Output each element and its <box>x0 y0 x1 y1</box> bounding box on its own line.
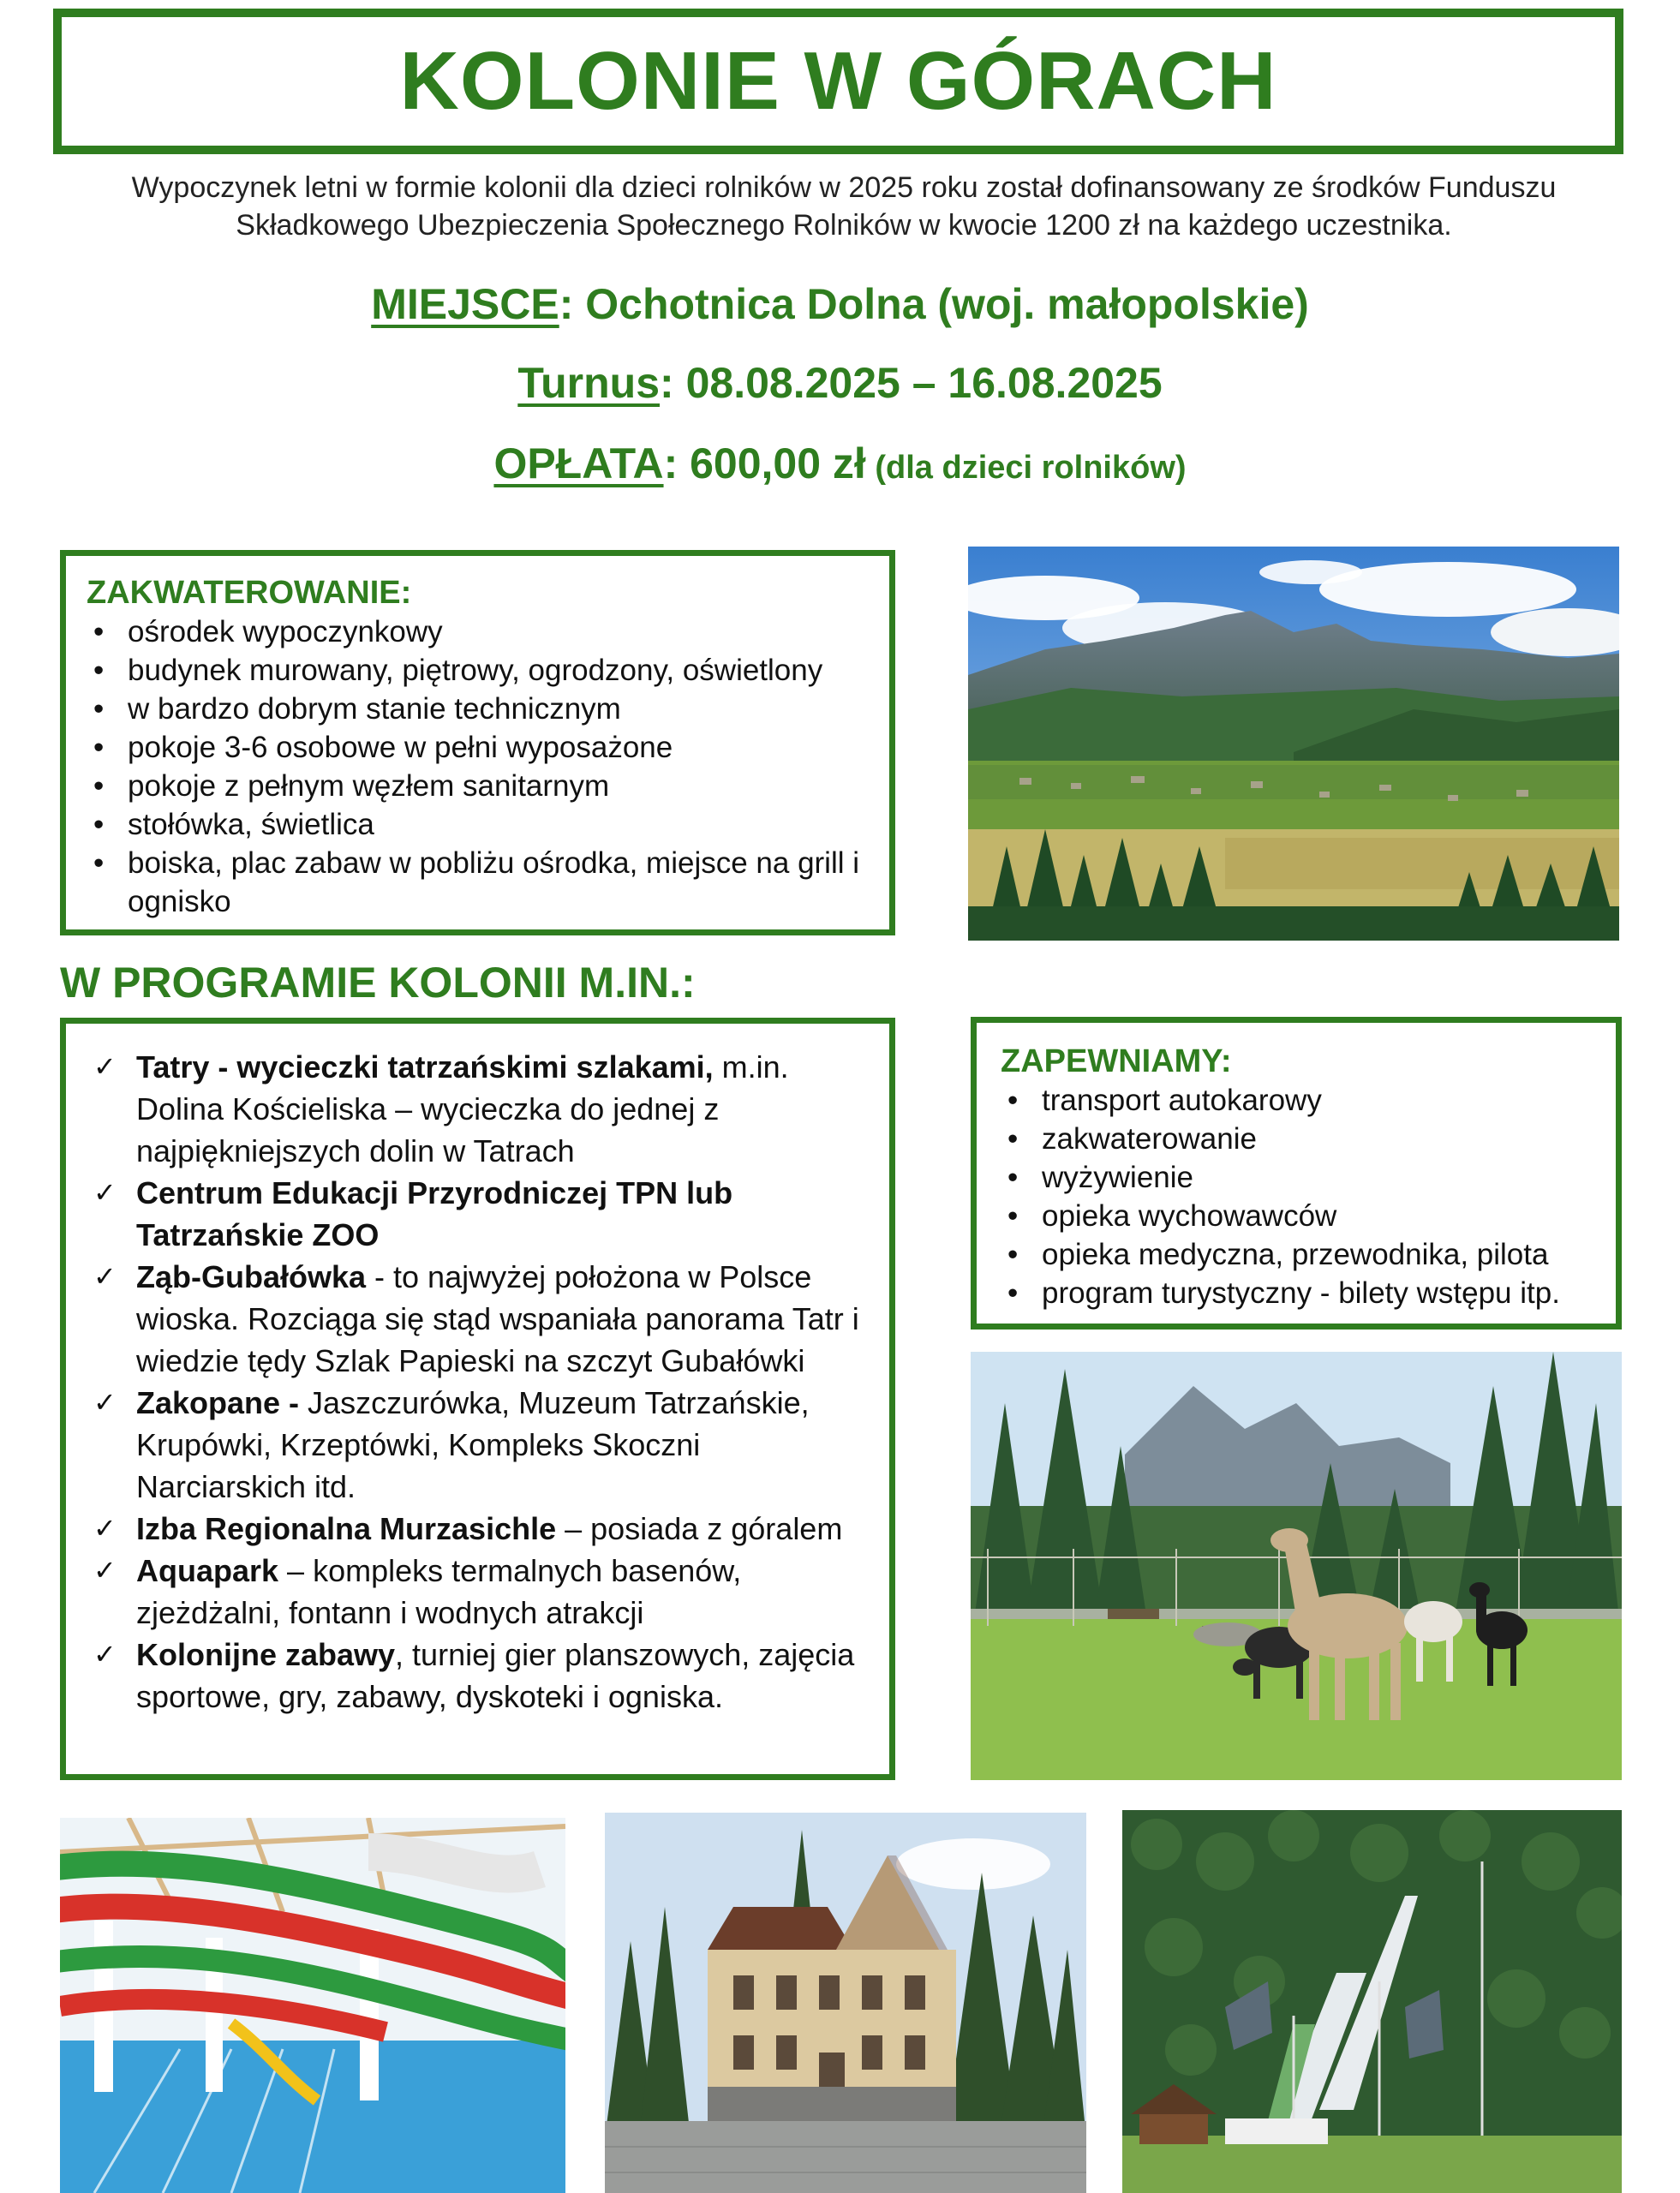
list-item <box>83 1382 872 1508</box>
program-item-bold: Ząb-Gubałówka <box>136 1259 367 1294</box>
list-item <box>83 1046 872 1172</box>
list-item: • transport autokarowy <box>1001 1081 1592 1120</box>
program-item-bold: Izba Regionalna Murzasichle <box>136 1511 557 1546</box>
program-item-bold: Centrum Edukacji Przyrodniczej TPN lub Tatrzańskie ZOO <box>136 1175 733 1252</box>
list-item: • w bardzo dobrym stanie technicznym <box>87 690 869 728</box>
tatra-museum-image <box>605 1813 1086 2193</box>
turnus-value: : 08.08.2025 – 16.08.2025 <box>660 359 1163 407</box>
program-item-bold: Zakopane - <box>136 1385 300 1420</box>
list-item <box>83 1172 872 1256</box>
list-item: • zakwaterowanie <box>1001 1120 1592 1158</box>
mountain-panorama-image <box>968 547 1619 941</box>
list-item: • boiska, plac zabaw w pobliżu ośrodka, miejsce na grill i ognisko <box>87 844 869 921</box>
place-value: : Ochotnica Dolna (woj. małopolskie) <box>559 280 1309 328</box>
list-item <box>83 1550 872 1634</box>
provide-box <box>971 1017 1622 1330</box>
alpacas-image <box>971 1352 1622 1780</box>
fee-line <box>0 439 1680 488</box>
accommodation-list <box>87 612 869 921</box>
intro-text: Wypoczynek letni w formie kolonii dla dzieci rolników w 2025 roku został dofinansowany ze środków Funduszu Składkowego Ubezpieczenia Społecznego Rolników w kwocie 1200 zł na każdego uczestnika. <box>131 171 1557 242</box>
fee-note: (dla dzieci rolników) <box>865 450 1187 486</box>
list-item: • budynek murowany, piętrowy, ogrodzony, oświetlony <box>87 651 869 690</box>
fee-label: OPŁATA <box>493 439 664 487</box>
program-item-text: Jaszczurówka, Muzeum Tatrzańskie, Krupówki, Krzeptówki, Kompleks Skoczni Narciarskich itd. <box>136 1385 810 1504</box>
list-item: • stołówka, świetlica <box>87 805 869 844</box>
accommodation-title: ZAKWATEROWANIE: <box>87 575 412 611</box>
accommodation-box <box>60 550 895 935</box>
list-item <box>83 1634 872 1718</box>
fee-value: : 600,00 zł <box>663 439 866 487</box>
list-item: • pokoje z pełnym węzłem sanitarnym <box>87 767 869 805</box>
list-item: • opieka wychowawców <box>1001 1197 1592 1235</box>
title-frame <box>53 9 1623 154</box>
program-item-text: - to najwyżej położona w Polsce wioska. Rozciąga się stąd wspaniała panorama Tatr i wiedzie tędy Szlak Papieski na szczyt Gubałówki <box>136 1259 859 1378</box>
aquapark-image <box>60 1818 565 2193</box>
page-title: KOLONIE W GÓRACH <box>399 35 1277 127</box>
program-item-bold: Kolonijne zabawy <box>136 1637 396 1672</box>
place-line <box>0 279 1680 329</box>
place-label: MIEJSCE <box>371 280 559 328</box>
turnus-line <box>0 358 1680 408</box>
list-item: • pokoje 3-6 osobowe w pełni wyposażone <box>87 728 869 767</box>
program-item-text: – kompleks termalnych basenów, zjeżdżalni, fontann i wodnych atrakcji <box>136 1553 742 1630</box>
list-item <box>83 1508 872 1550</box>
list-item: • program turystyczny - bilety wstępu itp. <box>1001 1274 1592 1312</box>
provide-title: ZAPEWNIAMY: <box>1001 1043 1232 1079</box>
program-heading: W PROGRAMIE KOLONII M.IN.: <box>60 959 696 1007</box>
program-item-text: – posiada z góralem <box>556 1511 843 1546</box>
program-item-bold: Tatry - wycieczki tatrzańskimi szlakami, <box>136 1049 714 1085</box>
program-box <box>60 1018 895 1780</box>
ski-jump-image <box>1122 1810 1622 2193</box>
turnus-label: Turnus <box>517 359 661 407</box>
program-item-text: , turniej gier planszowych, zajęcia sportowe, gry, zabawy, dyskoteki i ogniska. <box>136 1637 855 1714</box>
list-item: • wyżywienie <box>1001 1158 1592 1197</box>
list-item: • opieka medyczna, przewodnika, pilota <box>1001 1235 1592 1274</box>
list-item <box>83 1256 872 1382</box>
provide-list <box>1001 1081 1592 1312</box>
program-item-bold: Aquapark <box>136 1553 279 1588</box>
program-list <box>83 1046 872 1718</box>
list-item: • ośrodek wypoczynkowy <box>87 612 869 651</box>
program-item-text: m.in. Dolina Kościeliska – wycieczka do jednej z najpiękniejszych dolin w Tatrach <box>136 1049 789 1168</box>
